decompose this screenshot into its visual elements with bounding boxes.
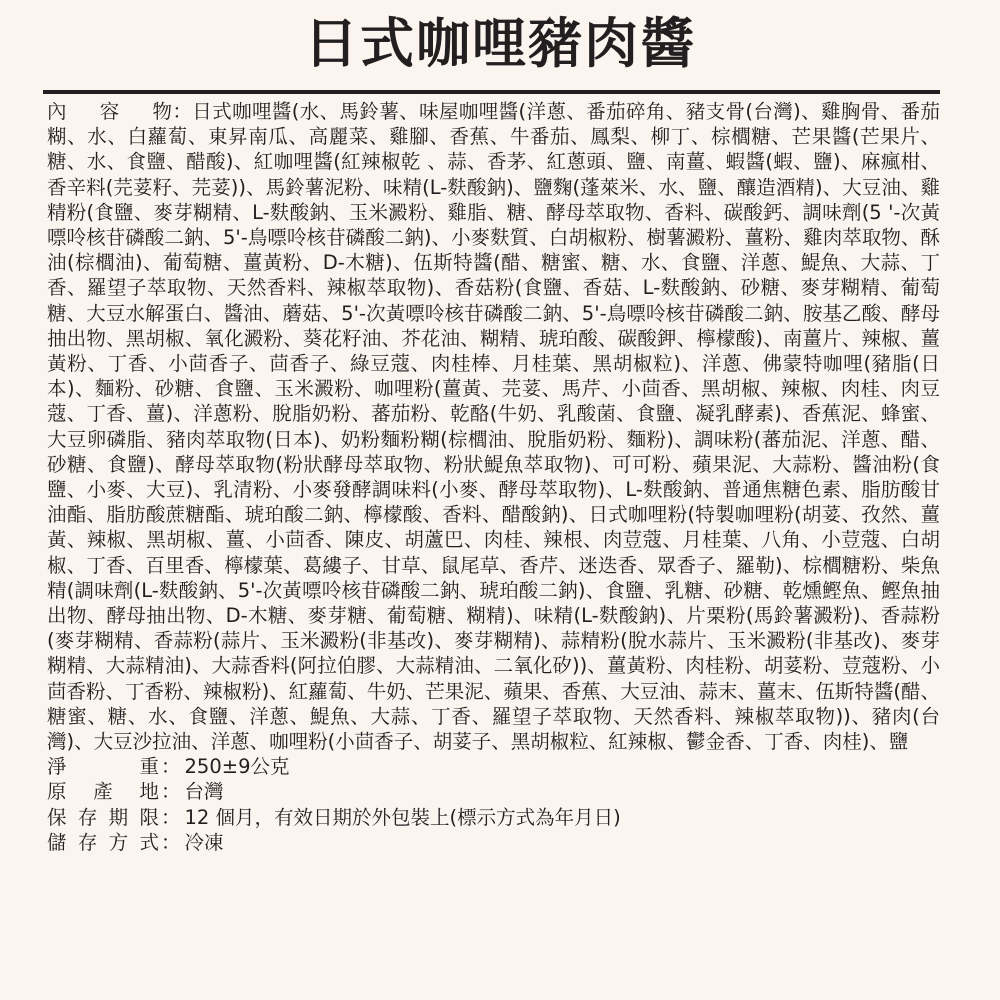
origin-label: 原 產 地 (47, 780, 159, 804)
net-weight-row (47, 754, 940, 779)
shelf-life-label: 保存期限 (47, 805, 159, 829)
shelf-life-separator: ： (161, 805, 181, 829)
storage-row (47, 830, 940, 855)
ingredients-separator: ： (172, 100, 193, 123)
page-title: 日式咖哩豬肉醬 (304, 12, 696, 75)
net-weight-label: 淨 重 (47, 755, 159, 779)
shelf-life-value: 12 個月，有效日期於外包裝上(標示方式為年月日) (184, 805, 621, 829)
storage-label: 儲存方式 (47, 830, 159, 854)
shelf-life-row (47, 805, 940, 830)
net-weight-value: 250±9公克 (184, 755, 290, 779)
origin-separator: ： (161, 780, 181, 804)
label-content (47, 99, 940, 855)
storage-separator: ： (161, 830, 181, 854)
title-divider (43, 90, 940, 94)
ingredients-text: 日式咖哩醬(水、馬鈴薯、味屋咖哩醬(洋蔥、番茄碎角、豬支骨(台灣)、雞胸骨、番茄糊、水、白蘿蔔、東昇南瓜、高麗菜、雞腳、香蕉、牛番茄、鳳梨、柳丁、棕櫚糖、芒果醬(芒果片、糖、水、食鹽、醋酸)、紅咖哩醬(紅辣椒乾 、蒜、香茅、紅蔥頭、鹽、南薑、蝦醬(蝦、鹽)、麻瘋柑、香辛料(芫荽籽、芫荽))、馬鈴薯泥粉、味精(L-麩酸鈉)、鹽麴(蓬萊米、水、鹽、釀造酒精)、大豆油、雞精粉(食鹽、麥芽糊精、L-麩酸鈉、玉米澱粉、雞脂、糖、酵母萃取物、香料、碳酸鈣、調味劑(5 '-次黃嘌呤核苷磷酸二鈉、5'-鳥嘌呤核苷磷酸二鈉)、小麥麩質、白胡椒粉、樹薯澱粉、薑粉、雞肉萃取物、酥油(棕櫚油)、葡萄糖、薑黃粉、D-木糖)、伍斯特醬(醋、糖蜜、糖、水、食鹽、洋蔥、鯷魚、大蒜、丁香、羅望子萃取物、天然香料、辣椒萃取物)、香菇粉(食鹽、香菇、L-麩酸鈉、砂糖、麥芽糊精、葡萄糖、大豆水解蛋白、醬油、蘑菇、5'-次黃嘌呤核苷磷酸二鈉、5'-鳥嘌呤核苷磷酸二鈉、胺基乙酸、酵母抽出物、黑胡椒、氧化澱粉、葵花籽油、芥花油、糊精、琥珀酸、碳酸鉀、檸檬酸)、南薑片、辣椒、薑黃粉、丁香、小茴香子、茴香子、綠豆蔻、肉桂棒、月桂葉、黑胡椒粒)、洋蔥、佛蒙特咖哩(豬脂(日本)、麵粉、砂糖、食鹽、玉米澱粉、咖哩粉(薑黃、芫荽、馬芹、小茴香、黑胡椒、辣椒、肉桂、肉豆蔻、丁香、薑)、洋蔥粉、脫脂奶粉、蕃茄粉、乾酪(牛奶、乳酸菌、食鹽、凝乳酵素)、香蕉泥、蜂蜜、大豆卵磷脂、豬肉萃取物(日本)、奶粉麵粉糊(棕櫚油、脫脂奶粉、麵粉)、調味粉(蕃茄泥、洋蔥、醋、砂糖、食鹽)、酵母萃取物(粉狀酵母萃取物、粉狀鯷魚萃取物)、可可粉、蘋果泥、大蒜粉、醬油粉(食鹽、小麥、大豆)、乳清粉、小麥發酵調味料(小麥、酵母萃取物)、L-麩酸鈉、普通焦糖色素、脂肪酸甘油酯、脂肪酸蔗糖酯、琥珀酸二鈉、檸檬酸、香料、醋酸鈉)、日式咖哩粉(特製咖哩粉(胡荽、孜然、薑黃、辣椒、黑胡椒、薑、小茴香、陳皮、胡蘆巴、肉桂、辣根、肉荳蔻、月桂葉、八角、小荳蔻、白胡椒、丁香、百里香、檸檬葉、葛縷子、甘草、鼠尾草、香芹、迷迭香、眾香子、羅勒)、棕櫚糖粉、柴魚精(調味劑(L-麩酸鈉、5'-次黃嘌呤核苷磷酸二鈉、琥珀酸二鈉)、食鹽、乳糖、砂糖、乾燻鰹魚、鰹魚抽出物、酵母抽出物、D-木糖、麥芽糖、葡萄糖、糊精)、味精(L-麩酸鈉)、片栗粉(馬鈴薯澱粉)、香蒜粉(麥芽糊精、香蒜粉(蒜片、玉米澱粉(非基改)、麥芽糊精)、蒜精粉(脫水蒜片、玉米澱粉(非基改)、麥芽糊精、大蒜精油)、大蒜香料(阿拉伯膠、大蒜精油、二氧化矽))、薑黃粉、肉桂粉、胡荽粉、荳蔻粉、小茴香粉、丁香粉、辣椒粉)、紅蘿蔔、牛奶、芒果泥、蘋果、香蕉、大豆油、蒜末、薑末、伍斯特醬(醋、糖蜜、糖、水、食鹽、洋蔥、鯷魚、大蒜、丁香、羅望子萃取物、天然香料、辣椒萃取物))、豬肉(台灣)、大豆沙拉油、洋蔥、咖哩粉(小茴香子、胡荽子、黑胡椒粒、紅辣椒、鬱金香、丁香、肉桂)、鹽 (47, 100, 940, 754)
ingredients-paragraph (47, 99, 940, 754)
ingredients-label: 內 容 物 (47, 100, 172, 123)
origin-row (47, 779, 940, 804)
header (0, 0, 1000, 92)
origin-value: 台灣 (184, 780, 224, 804)
net-weight-separator: ： (161, 755, 181, 779)
storage-value: 冷凍 (184, 830, 224, 854)
